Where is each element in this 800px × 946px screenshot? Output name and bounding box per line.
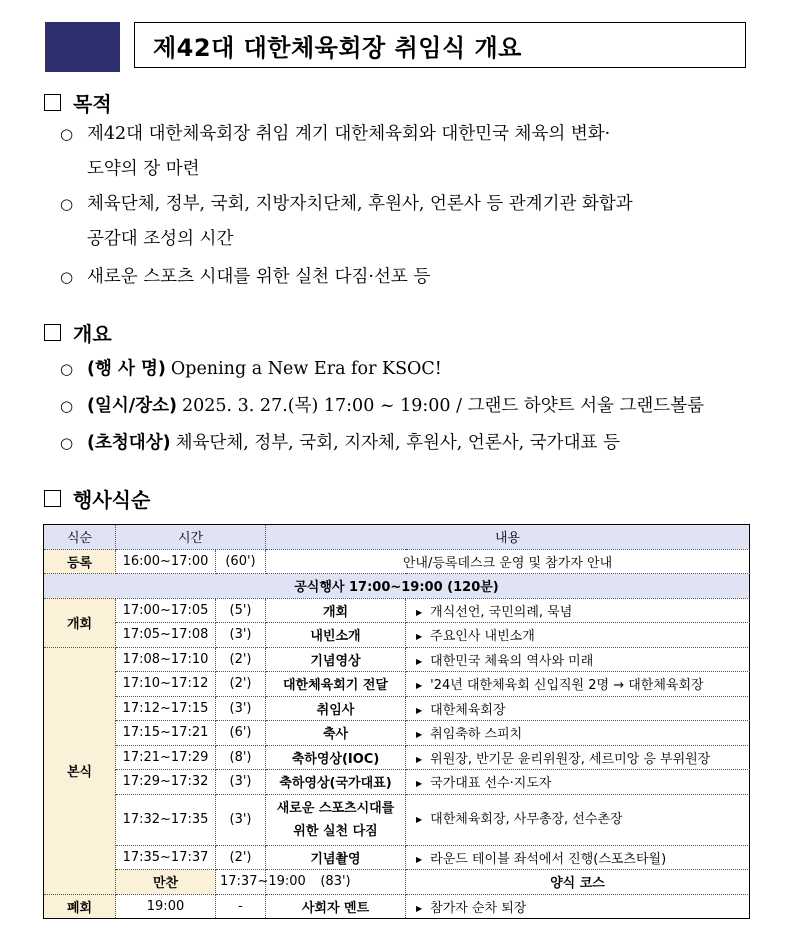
checkbox-square-icon [44, 94, 61, 111]
section-purpose-heading [44, 88, 112, 117]
cell-item: 축하영상(IOC) [266, 745, 406, 770]
cell-duration: (3') [216, 696, 266, 721]
table-row [44, 696, 750, 721]
section-heading-text: 목적 [73, 92, 112, 116]
phase-opening: 개회 [44, 598, 116, 647]
bullet-text: 새로운 스포츠 시대를 위한 실천 다짐·선포 등 [87, 267, 431, 287]
overview-label: (행 사 명) [87, 359, 166, 379]
page-title: 제42대 대한체육회장 취임식 개요 [153, 33, 522, 62]
cell-duration: (2') [216, 672, 266, 697]
title-box [134, 22, 746, 68]
cell-duration: (6') [216, 721, 266, 746]
cell-item: 기념영상 [266, 647, 406, 672]
cell-time: 17:05~17:08 [116, 623, 216, 648]
cell-detail: ▶ 라운드 테이블 좌석에서 진행(스포츠타월) [406, 845, 750, 870]
cell-detail: ▶ 대한체육회장 [406, 696, 750, 721]
table-row [44, 894, 750, 919]
circle-bullet-icon: ○ [60, 268, 74, 286]
circle-bullet-icon: ○ [60, 360, 74, 378]
table-row [44, 845, 750, 870]
overview-value: 체육단체, 정부, 국회, 지자체, 후원사, 언론사, 국가대표 등 [175, 433, 620, 453]
triangle-bullet-icon: ▶ [416, 607, 423, 617]
cell-time: 17:15~17:21 [116, 721, 216, 746]
cell-time: 17:00~17:05 [116, 598, 216, 623]
cell-detail: ▶ 개식선언, 국민의례, 묵념 [406, 598, 750, 623]
cell-description: 안내/등록데스크 운영 및 참가자 안내 [266, 549, 750, 574]
cell-duration: (3') [216, 770, 266, 795]
cell-detail: ▶ '24년 대한체육회 신입직원 2명 → 대한체육회장 [406, 672, 750, 697]
cell-duration: (60') [216, 549, 266, 574]
title-accent-block [45, 22, 120, 72]
table-row [44, 623, 750, 648]
cell-time: 17:12~17:15 [116, 696, 216, 721]
cell-duration: - [216, 894, 266, 919]
triangle-bullet-icon: ▶ [416, 754, 423, 764]
table-row [44, 794, 750, 845]
cell-duration: (2') [216, 845, 266, 870]
title-area [45, 22, 750, 72]
overview-value: Opening a New Era for KSOC! [170, 359, 442, 379]
cell-time: 16:00~17:00 [116, 549, 216, 574]
cell-duration: (8') [216, 745, 266, 770]
cell-time: 17:08~17:10 [116, 647, 216, 672]
cell-time: 19:00 [116, 894, 216, 919]
section-overview-heading [44, 318, 112, 347]
cell-item: 양식 코스 [406, 870, 750, 895]
checkbox-square-icon [44, 324, 61, 341]
triangle-bullet-icon: ▶ [416, 730, 423, 740]
triangle-bullet-icon: ▶ [416, 705, 423, 715]
table-row [44, 672, 750, 697]
cell-item: 사회자 멘트 [266, 894, 406, 919]
cell-duration: (3') [216, 623, 266, 648]
program-table [43, 524, 750, 919]
circle-bullet-icon: ○ [60, 397, 74, 415]
cell-duration: (2') [216, 647, 266, 672]
phase-closing: 폐회 [44, 894, 116, 919]
cell-item: 기념촬영 [266, 845, 406, 870]
phase-registration: 등록 [44, 549, 116, 574]
cell-duration: (5') [216, 598, 266, 623]
phase-dinner: 만찬 [116, 870, 216, 895]
cell-time: 17:10~17:12 [116, 672, 216, 697]
registration-row [44, 549, 750, 574]
overview-value: 2025. 3. 27.(목) 17:00 ~ 19:00 / 그랜드 하얏트 서울 그랜드볼룸 [182, 396, 705, 416]
triangle-bullet-icon: ▶ [416, 815, 423, 824]
cell-item: 대한체육회기 전달 [266, 672, 406, 697]
header-order: 식순 [44, 525, 116, 550]
cell-detail: ▶ 대한체육회장, 사무총장, 선수촌장 [406, 794, 750, 845]
cell-detail: ▶ 대한민국 체육의 역사와 미래 [406, 647, 750, 672]
cell-detail: ▶ 위원장, 반기문 윤리위원장, 세르미앙 응 부위원장 [406, 745, 750, 770]
table-row [44, 721, 750, 746]
section-heading-text: 행사식순 [73, 488, 151, 512]
section-program-heading [44, 484, 150, 513]
triangle-bullet-icon: ▶ [416, 779, 423, 789]
cell-item: 축사 [266, 721, 406, 746]
cell-duration: (83') [266, 870, 406, 895]
checkbox-square-icon [44, 490, 61, 507]
bullet-text: 체육단체, 정부, 국회, 지방자치단체, 후원사, 언론사 등 관계기관 화합과 [87, 194, 633, 214]
circle-bullet-icon: ○ [60, 434, 74, 452]
cell-time: 17:29~17:32 [116, 770, 216, 795]
cell-detail: ▶ 국가대표 선수·지도자 [406, 770, 750, 795]
cell-item: 개회 [266, 598, 406, 623]
triangle-bullet-icon: ▶ [416, 632, 423, 642]
cell-detail: ▶ 참가자 순차 퇴장 [406, 894, 750, 919]
circle-bullet-icon: ○ [60, 125, 74, 143]
cell-item: 축하영상(국가대표) [266, 770, 406, 795]
cell-duration: (3') [216, 794, 266, 845]
cell-item: 내빈소개 [266, 623, 406, 648]
bullet-text: 제42대 대한체육회장 취임 계기 대한체육회와 대한민국 체육의 변화· [87, 124, 611, 144]
section-heading-text: 개요 [73, 322, 112, 346]
cell-detail: ▶ 주요인사 내빈소개 [406, 623, 750, 648]
table-row [44, 745, 750, 770]
table-row [44, 598, 750, 623]
overview-label: (초청대상) [87, 433, 171, 453]
cell-time: 17:37~19:00 [216, 870, 266, 895]
table-row [44, 647, 750, 672]
header-time: 시간 [116, 525, 266, 550]
circle-bullet-icon: ○ [60, 195, 74, 213]
cell-detail: ▶ 취임축하 스피치 [406, 721, 750, 746]
cell-time: 17:32~17:35 [116, 794, 216, 845]
table-row [44, 770, 750, 795]
bullet-text-cont: 공감대 조성의 시간 [87, 229, 234, 249]
table-row [44, 870, 750, 895]
table-header-row [44, 525, 750, 550]
triangle-bullet-icon: ▶ [416, 681, 423, 691]
cell-item: 새로운 스포츠시대를 위한 실천 다짐 [266, 794, 406, 845]
header-content: 내용 [266, 525, 750, 550]
official-banner: 공식행사 17:00~19:00 (120분) [44, 574, 750, 599]
overview-label: (일시/장소) [87, 396, 178, 416]
cell-time: 17:21~17:29 [116, 745, 216, 770]
official-banner-row [44, 574, 750, 599]
cell-time: 17:35~17:37 [116, 845, 216, 870]
phase-main: 본식 [44, 647, 116, 894]
cell-item: 취임사 [266, 696, 406, 721]
bullet-text-cont: 도약의 장 마련 [87, 159, 200, 179]
triangle-bullet-icon: ▶ [416, 903, 423, 913]
triangle-bullet-icon: ▶ [416, 854, 423, 864]
triangle-bullet-icon: ▶ [416, 656, 423, 666]
